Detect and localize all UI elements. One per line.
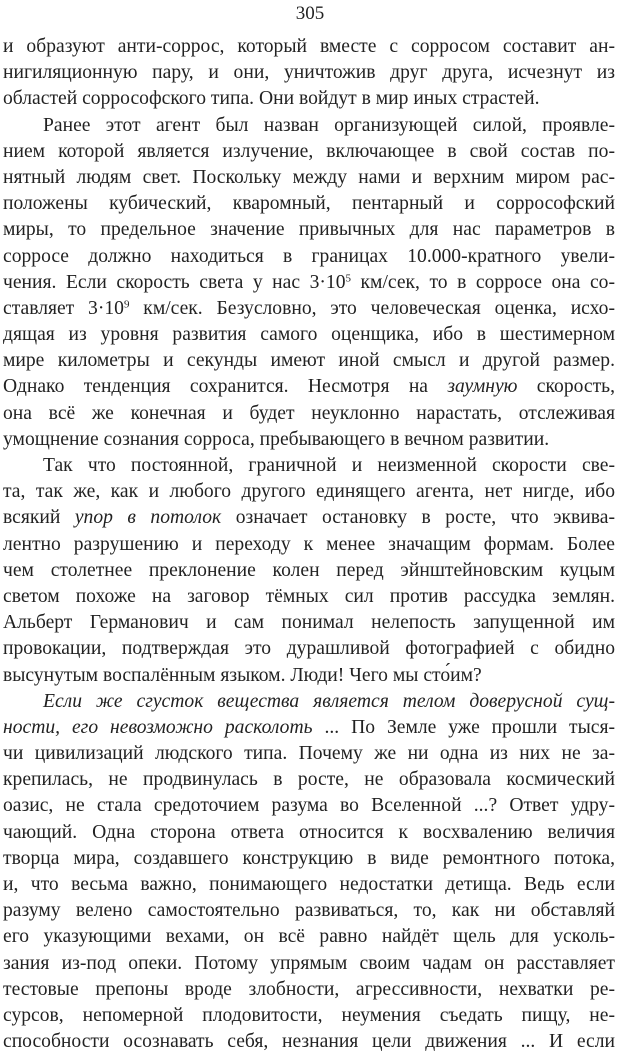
text-line: чем столетнее преклонение колен перед эйнштейновским куцым bbox=[3, 559, 615, 581]
text-line: сорросе должно находиться в границах 10.000-кратного увели- bbox=[3, 245, 615, 267]
text-line: нятный людям свет. Поскольку между нами и верхним миром рас- bbox=[3, 166, 615, 188]
text-line: крепилась, не продвинулась в росте, не образовала космический bbox=[3, 769, 615, 791]
text-line: его указующими вехами, он всё равно найдёт щель для усколь- bbox=[3, 926, 615, 948]
text-line: и, что весьма важно, понимающего недостатки детища. Ведь если bbox=[3, 874, 615, 895]
text-line: всякий упор в потолок означает остановку в росте, что эквива- bbox=[3, 507, 615, 529]
text-line: чи цивилизаций людского типа. Почему же ни одна из них не за- bbox=[3, 743, 615, 765]
text-line: способности осознавать себя, незнания цели движения ... И если bbox=[3, 1031, 615, 1053]
text-line: сурсов, непомерной плодовитости, неумения съедать пищу, не- bbox=[3, 1004, 615, 1026]
text-line: миры, то предельное значение привычных для нас параметров в bbox=[3, 219, 615, 241]
body-text bbox=[3, 34, 615, 1055]
text-line: мире километры и секунды имеют иной смысл и другой размер. bbox=[3, 350, 615, 372]
text-line: нием которой является излучение, включающее в свой состав по- bbox=[3, 140, 615, 162]
text-line: высунутым воспалённым языком. Люди! Чего мы сто́им? bbox=[3, 664, 482, 686]
text-line: умощнение сознания сорроса, пребывающего в вечном развитии. bbox=[3, 428, 550, 450]
text-line: чения. Если скорость света у нас $3\cdot 10^5$ км/сек, то в сорросе она со- bbox=[3, 271, 615, 293]
text-line: положены кубический, кваромный, пентарный и соррософский bbox=[3, 193, 615, 215]
text-line: Так что постоянной, граничной и неизменной скорости све- bbox=[43, 455, 615, 476]
text-line: светом похоже на заговор тёмных сил против рассудка землян. bbox=[3, 585, 615, 607]
text-line: областей соррософского типа. Они войдут в мир иных страстей. bbox=[3, 88, 540, 110]
text-line: провокации, подтверждая это дурашливой фотографией с обидно bbox=[3, 638, 615, 660]
page-number: 305 bbox=[295, 3, 325, 24]
text-line: творца мира, создавшего конструкцию в виде ремонтного потока, bbox=[3, 847, 615, 869]
text-line: лентно разрушению и переходу к менее значащим формам. Более bbox=[3, 533, 615, 555]
text-line: Ранее этот агент был назван организующей силой, проявле- bbox=[43, 114, 615, 136]
text-line: Однако тенденция сохранится. Несмотря на заумную скорость, bbox=[3, 376, 615, 398]
text-line: Если же сгусток вещества является телом доверусной сущ- bbox=[43, 690, 615, 712]
text-line: разуму велено самостоятельно развиваться, то, как ни обставляй bbox=[3, 900, 615, 922]
text-line: и образуют анти-соррос, который вместе с сорросом составит ан- bbox=[3, 36, 615, 57]
text-line: зания из-под опеки. Потому упрямым своим чадам он расставляет bbox=[3, 952, 615, 974]
text-line: дящая из уровня развития самого оценщика, ибо в шестимерном bbox=[3, 324, 615, 346]
text-line: та, так же, как и любого другого единящего агента, нет нигде, ибо bbox=[3, 481, 615, 503]
text-line: тестовые препоны вроде злобности, агрессивности, нехватки ре- bbox=[3, 978, 615, 1000]
text-line: нигиляционную пару, и они, уничтожив друг друга, исчезнут из bbox=[3, 62, 615, 84]
text-line: она всё же конечная и будет неуклонно нарастать, отслеживая bbox=[3, 402, 615, 424]
text-line: ности, его невозможно расколоть ... По Земле уже прошли тыся- bbox=[3, 716, 615, 738]
text-line: чающий. Одна сторона ответа относится к восхвалению величия bbox=[3, 821, 615, 843]
text-line: Альберт Германович и сам понимал нелепость запущенной им bbox=[3, 612, 615, 634]
text-line: ставляет $3\cdot 10^9$ км/сек. Безусловно, это человеческая оценка, исхо- bbox=[3, 297, 615, 319]
text-line: оазис, не стала средоточием разума во Вселенной ...? Ответ удру- bbox=[3, 795, 615, 817]
